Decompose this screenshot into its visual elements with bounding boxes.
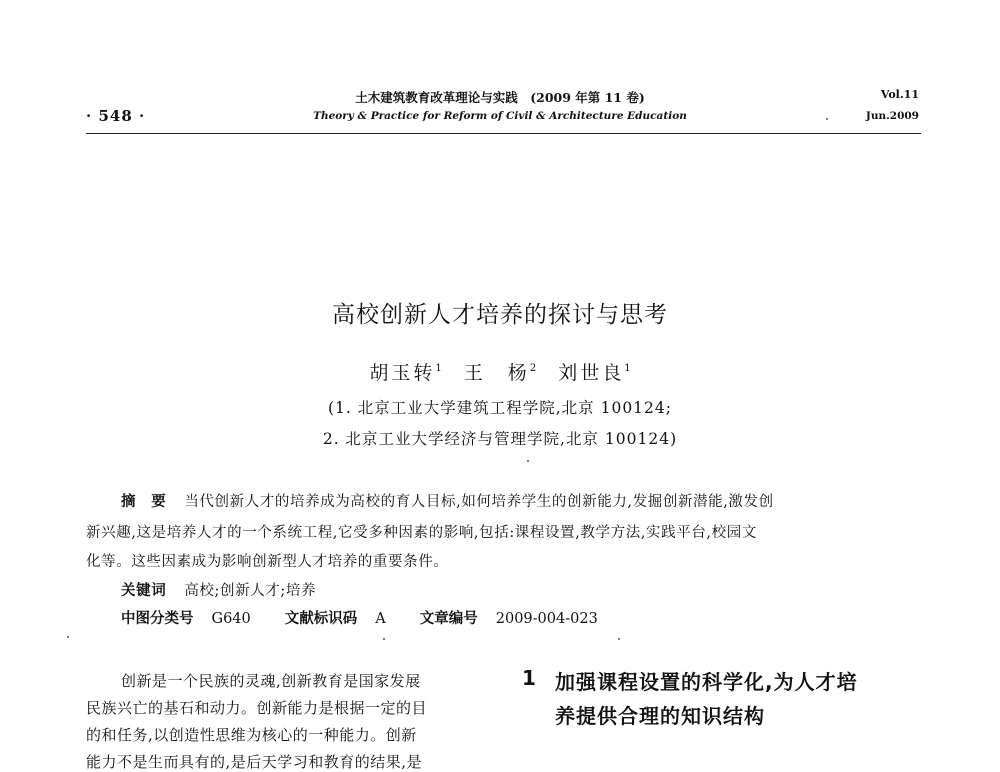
abstract-text: 当代创新人才的培养成为高校的育人目标,如何培养学生的创新能力,发掘创新潜能,激发创	[184, 494, 774, 510]
abstract-line: 化等。这些因素成为影响创新型人才培养的重要条件。	[86, 554, 449, 570]
body-text-line: 创新是一个民族的灵魂,创新教育是国家发展	[121, 672, 421, 690]
author-affiliation-mark: 1	[624, 363, 631, 374]
header-rule	[86, 133, 921, 134]
document-code-label: 文献标识码	[284, 611, 358, 627]
keywords-line	[121, 579, 316, 600]
scan-speck	[826, 118, 828, 120]
section-heading-line: 养提供合理的知识结构	[555, 704, 765, 728]
affiliation-line: 2. 北京工业大学经济与管理学院,北京 100124)	[322, 430, 678, 448]
scan-speck	[67, 636, 69, 638]
affiliation-line: (1. 北京工业大学建筑工程学院,北京 100124;	[327, 399, 672, 417]
author-affiliation-mark: 2	[529, 363, 537, 374]
body-text-line: 民族兴亡的基石和动力。创新能力是根据一定的目	[86, 699, 428, 717]
abstract-line: 新兴趣,这是培养人才的一个系统工程,它受多种因素的影响,包括:课程设置,教学方法,实践平台,校园文	[86, 525, 757, 541]
author-list	[0, 358, 1000, 385]
article-number-label: 文章编号	[419, 611, 478, 627]
journal-date: Jun.2009	[865, 110, 919, 122]
body-text-line: 的和任务,以创造性思维为核心的一种能力。创新	[86, 726, 417, 744]
journal-volume: Vol.11	[880, 88, 919, 101]
article-title: 高校创新人才培养的探讨与思考	[332, 302, 668, 328]
scan-speck	[527, 460, 529, 462]
section-number: 1	[522, 666, 536, 690]
journal-title-cn: 土木建筑教育改革理论与实践 (2009 年第 11 卷)	[355, 90, 645, 105]
author-affiliation-mark: 1	[435, 363, 442, 374]
abstract-label: 摘 要	[121, 494, 167, 510]
author-name: 王 杨	[463, 362, 530, 384]
document-code-value: A	[375, 611, 386, 627]
body-text-line: 能力不是生而具有的,是后天学习和教育的结果,是	[86, 753, 423, 771]
clc-value: G640	[211, 611, 251, 627]
article-number-value: 2009-004-023	[495, 611, 598, 627]
classification-line	[121, 607, 598, 628]
page-number: · 548 ·	[86, 107, 146, 125]
scan-speck	[383, 638, 385, 640]
scan-speck	[618, 638, 620, 640]
author-name: 刘世良	[558, 362, 625, 384]
abstract-line	[121, 490, 774, 511]
clc-label: 中图分类号	[121, 611, 194, 627]
author-name: 胡玉转	[369, 362, 436, 384]
keywords-label: 关键词	[121, 583, 167, 599]
journal-title-en: Theory & Practice for Reform of Civil & Architecture Education	[313, 110, 687, 122]
section-heading-line: 加强课程设置的科学化,为人才培	[555, 670, 858, 694]
keywords-value: 高校;创新人才;培养	[184, 583, 317, 599]
